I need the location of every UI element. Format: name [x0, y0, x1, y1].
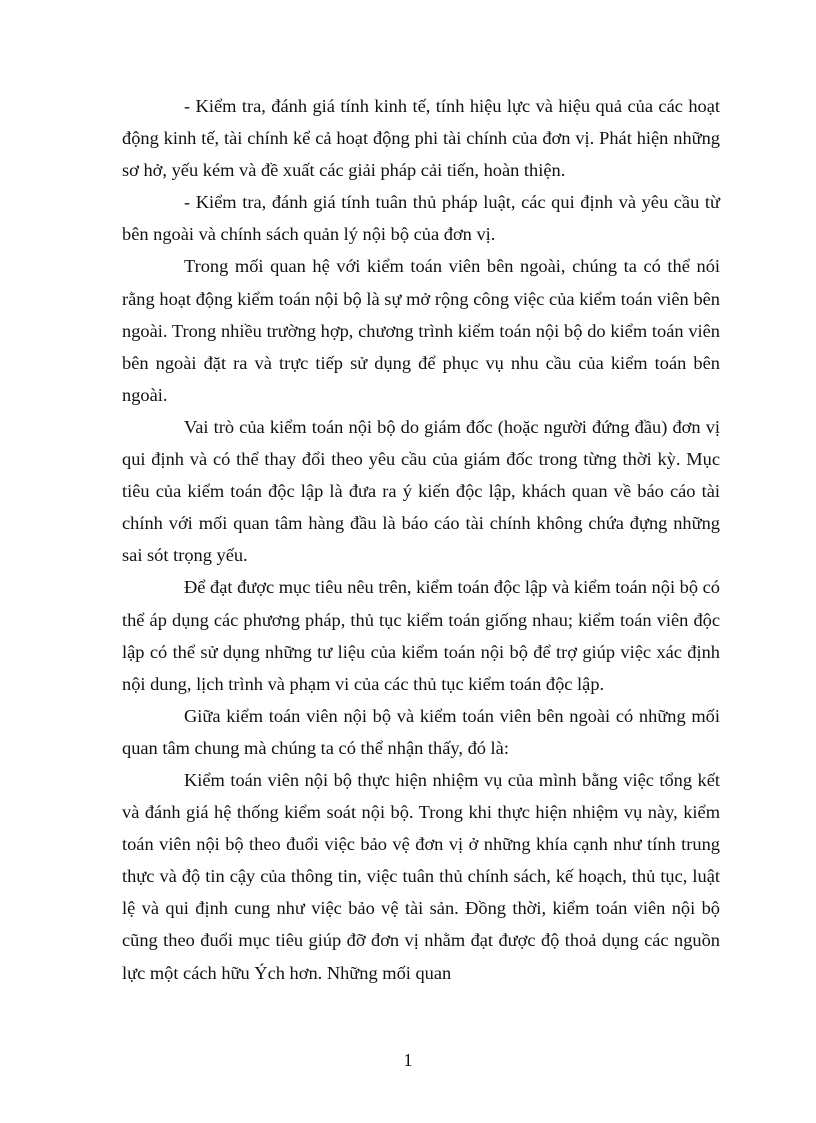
page-number: 1 — [403, 1050, 413, 1070]
paragraph-internal-auditor-duties: Kiểm toán viên nội bộ thực hiện nhiệm vụ của mình bằng việc tổng kết và đánh giá hệ thống kiểm soát nội bộ. Trong khi thực hiện nhiệm vụ này, kiểm toán viên nội bộ theo đuổi việc bảo vệ đơn vị ở những khía cạnh như tính trung thực và độ tin cậy của thông tin, việc tuân thủ chính sách, kế hoạch, thủ tục, luật lệ và qui định cung như việc bảo vệ tài sản. Đồng thời, kiểm toán viên nội bộ cũng theo đuổi mục tiêu giúp đỡ đơn vị nhằm đạt được độ thoả dụng các nguồn lực một cách hữu Ých hơn. Những mối quan — [122, 769, 720, 983]
paragraph-audit-compliance: - Kiểm tra, đánh giá tính tuân thủ pháp luật, các qui định và yêu cầu từ bên ngoài và chính sách quản lý nội bộ của đơn vị. — [122, 192, 720, 245]
paragraph-external-auditor-relation: Trong mối quan hệ với kiểm toán viên bên ngoài, chúng ta có thể nói rằng hoạt động kiểm toán nội bộ là sự mở rộng công việc của kiểm toán viên bên ngoài. Trong nhiều trường hợp, chương trình kiểm toán nội bộ do kiểm toán viên bên ngoài đặt ra và trực tiếp sử dụng để phục vụ nhu cầu của kiểm toán bên ngoài. — [122, 256, 720, 405]
body-text — [122, 90, 720, 989]
paragraph-common-concerns: Giữa kiểm toán viên nội bộ và kiểm toán viên bên ngoài có những mối quan tâm chung mà chúng ta có thể nhận thấy, đó là: — [122, 705, 720, 758]
paragraph-audit-efficiency: - Kiểm tra, đánh giá tính kinh tế, tính hiệu lực và hiệu quả của các hoạt động kinh tế, tài chính kể cả hoạt động phi tài chính của đơn vị. Phát hiện những sơ hở, yếu kém và đề xuất các giải pháp cải tiến, hoàn thiện. — [122, 96, 720, 181]
paragraph-shared-methods: Để đạt được mục tiêu nêu trên, kiểm toán độc lập và kiểm toán nội bộ có thể áp dụng các phương pháp, thủ tục kiểm toán giống nhau; kiểm toán viên độc lập có thể sử dụng những tư liệu của kiểm toán nội bộ để trợ giúp việc xác định nội dung, lịch trình và phạm vi của các thủ tục kiểm toán độc lập. — [122, 577, 721, 694]
paragraph-internal-audit-role: Vai trò của kiểm toán nội bộ do giám đốc (hoặc người đứng đầu) đơn vị qui định và có thể thay đổi theo yêu cầu của giám đốc trong từng thời kỳ. Mục tiêu của kiểm toán độc lập là đưa ra ý kiến độc lập, khách quan về báo cáo tài chính với mối quan tâm hàng đầu là báo cáo tài chính không chứa đựng những sai sót trọng yếu. — [122, 416, 720, 566]
